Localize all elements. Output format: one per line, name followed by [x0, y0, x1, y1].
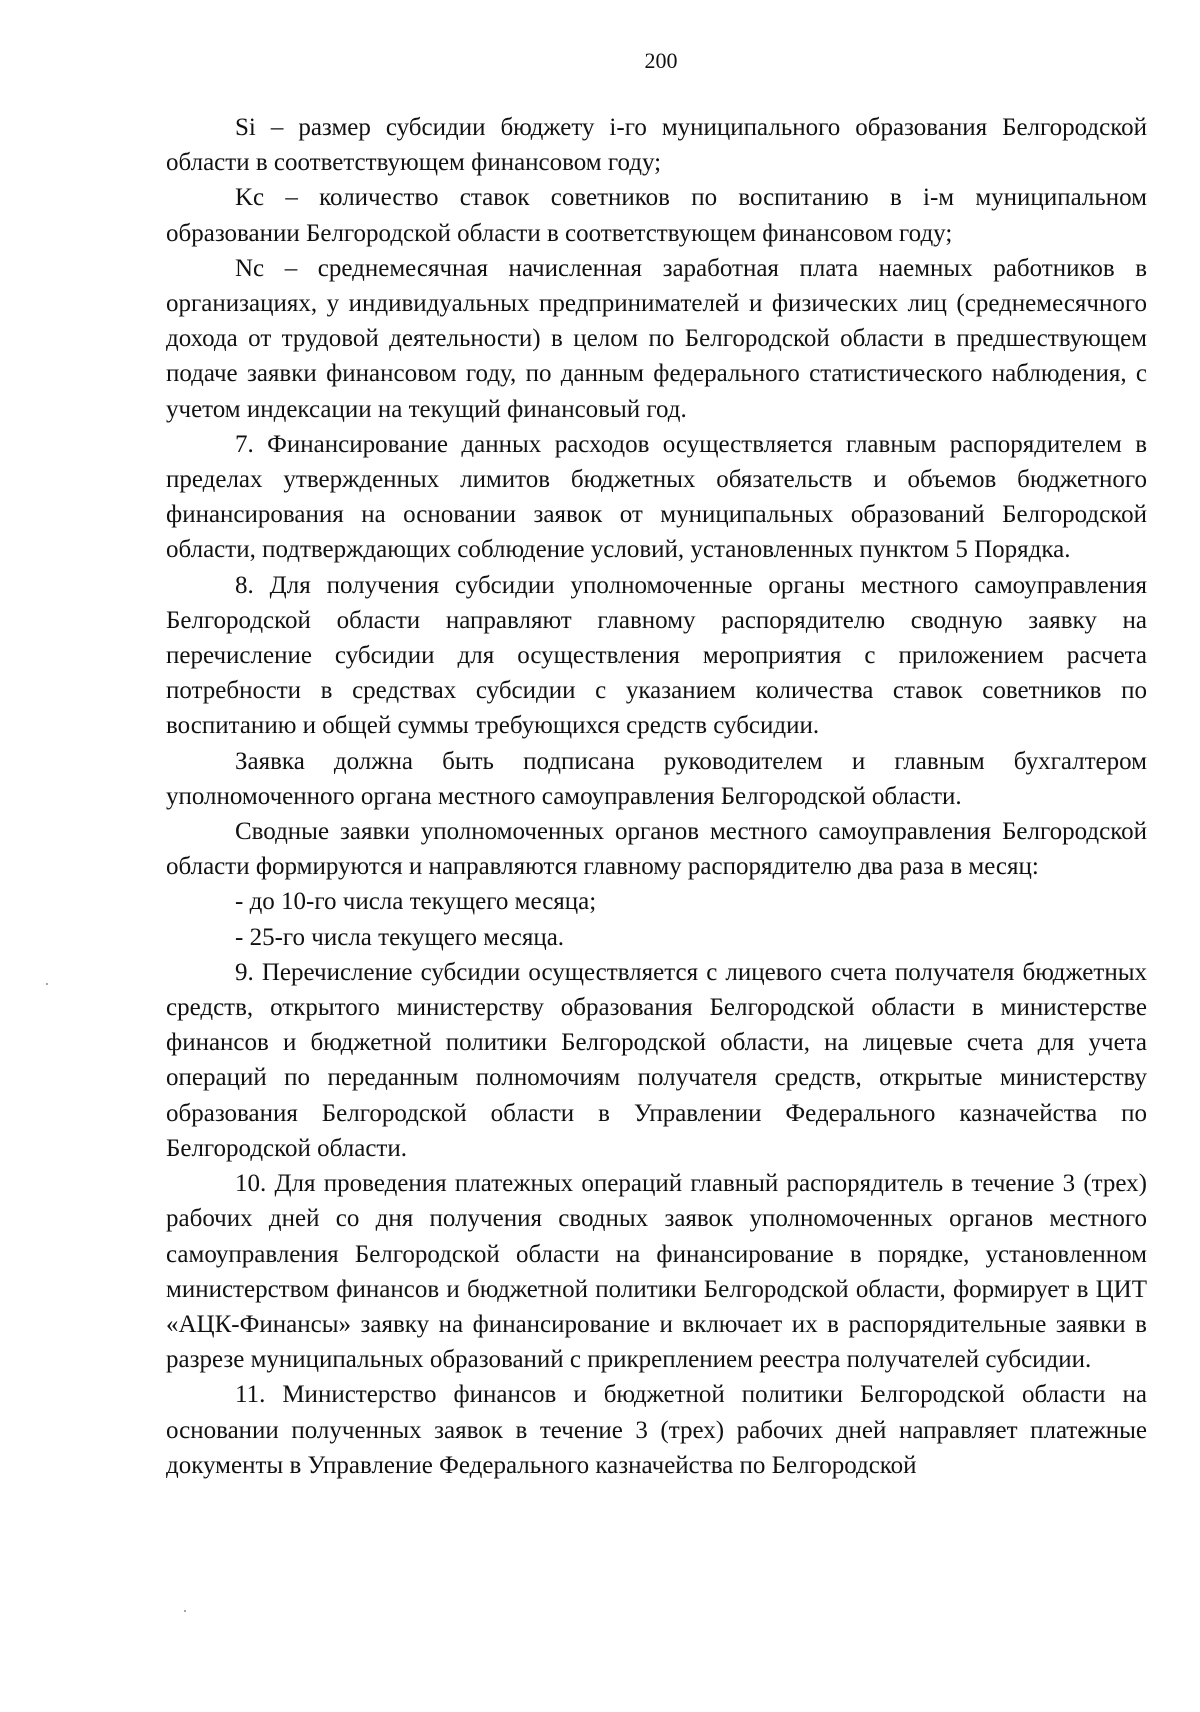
paragraph-clause-11: 11. Министерство финансов и бюджетной политики Белгородской области на основании полученных заявок в течение 3 (трех) рабочих дней направляет платежные документы в Управление Федерального казначейства по Белгородской [166, 1381, 1147, 1479]
document-body [166, 110, 1147, 1483]
paragraph-nc-definition: Nc – среднемесячная начисленная заработная плата наемных работников в организациях, у индивидуальных предпринимателей и физических лиц (среднемесячного дохода от трудовой деятельности) в целом по Белгородской области в предшествующем подаче заявки финансовом году, по данным федерального статистического наблюдения, с учетом индексации на текущий финансовый год. [166, 254, 1147, 423]
paragraph-clause-7: 7. Финансирование данных расходов осуществляется главным распорядителем в пределах утвержденных лимитов бюджетных обязательств и объемов бюджетного финансирования на основании заявок от муниципальных образований Белгородской области, подтверждающих соблюдение условий, установленных пунктом 5 Порядка. [166, 430, 1147, 564]
paragraph-clause-10: 10. Для проведения платежных операций главный распорядитель в течение 3 (трех) рабочих дней со дня получения сводных заявок уполномоченных органов местного самоуправления Белгородской области на финансирование в порядке, установленном министерством финансов и бюджетной политики Белгородской области, формирует в ЦИТ «АЦК-Финансы» заявку на финансирование и включает их в распорядительные заявки в разрезе муниципальных образований с прикреплением реестра получателей субсидии. [166, 1170, 1147, 1374]
paragraph-si-definition: Si – размер субсидии бюджету i-го муниципального образования Белгородской области в соответствующем финансовом году; [166, 114, 1147, 177]
scan-speck [46, 983, 48, 985]
paragraph-signature-requirement: Заявка должна быть подписана руководителем и главным бухгалтером уполномоченного органа местного самоуправления Белгородской области. [166, 747, 1147, 810]
page-number: 200 [644, 48, 678, 73]
list-item-deadline-25th: - 25-го числа текущего месяца. [235, 923, 565, 951]
list-item-deadline-10th: - до 10-го числа текущего месяца; [235, 888, 597, 916]
scan-speck [184, 1610, 186, 1612]
paragraph-clause-8: 8. Для получения субсидии уполномоченные органы местного самоуправления Белгородской области направляют главному распорядителю сводную заявку на перечисление субсидии для осуществления мероприятия с приложением расчета потребности в средствах субсидии с указанием количества ставок советников по воспитанию и общей суммы требующихся средств субсидии. [166, 571, 1147, 740]
paragraph-clause-9: 9. Перечисление субсидии осуществляется с лицевого счета получателя бюджетных средств, открытого министерству образования Белгородской области в министерстве финансов и бюджетной политики Белгородской области, на лицевые счета для учета операций по переданным полномочиям получателя средств, открытые министерству образования Белгородской области в Управлении Федерального казначейства по Белгородской области. [166, 958, 1147, 1162]
paragraph-submission-schedule: Сводные заявки уполномоченных органов местного самоуправления Белгородской области формируются и направляются главному распорядителю два раза в месяц: [166, 818, 1147, 881]
paragraph-kc-definition: Kc – количество ставок советников по воспитанию в i-м муниципальном образовании Белгородской области в соответствующем финансовом году; [166, 184, 1147, 247]
